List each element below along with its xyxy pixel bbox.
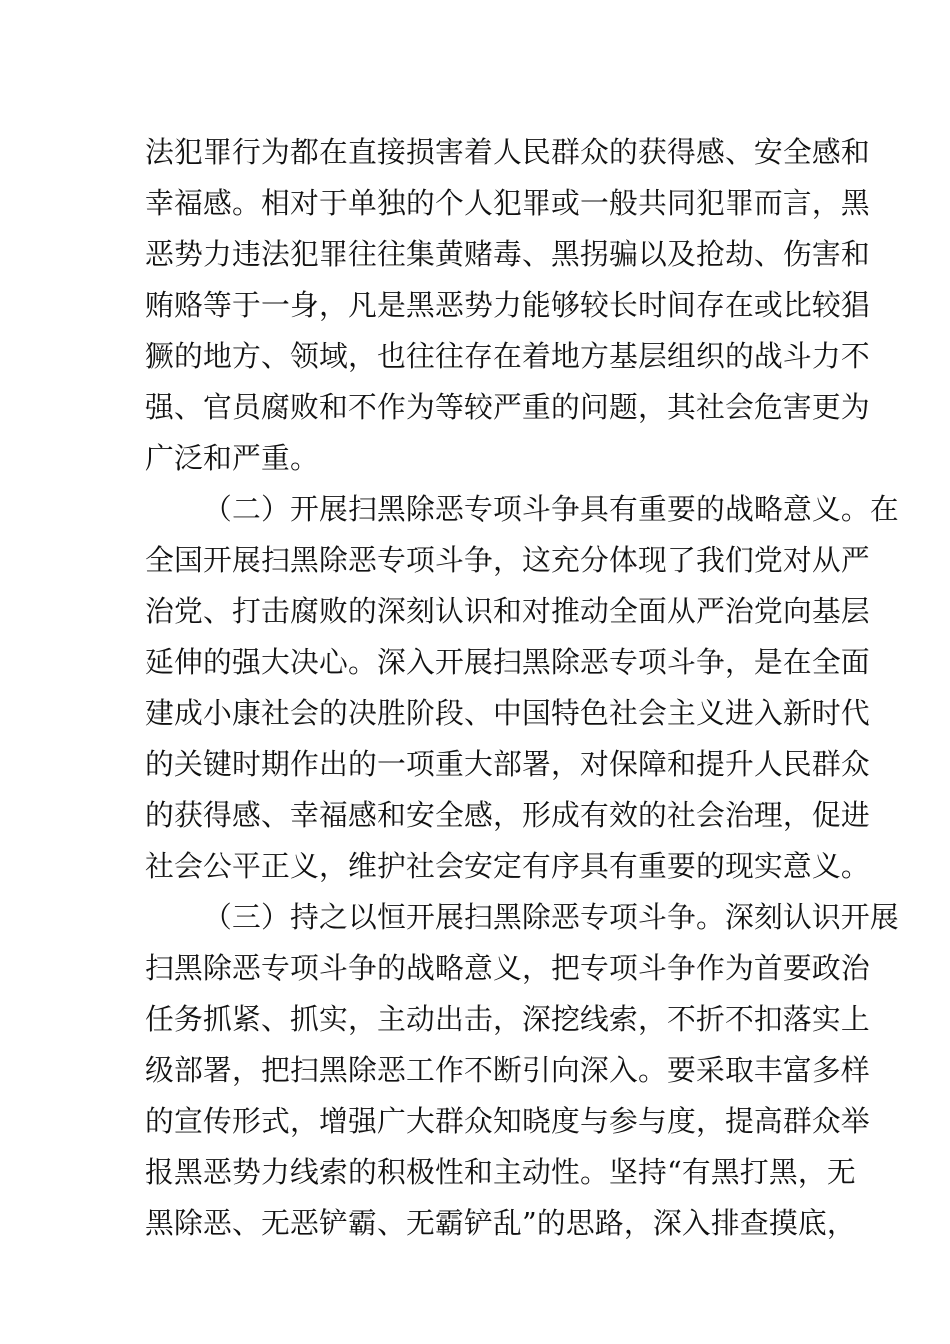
- text-line: 的关键时期作出的一项重大部署，对保障和提升人民群众: [145, 747, 870, 781]
- text-line: 报黑恶势力线索的积极性和主动性。坚持“有黑打黑，无: [145, 1155, 856, 1189]
- text-line: 法犯罪行为都在直接损害着人民群众的获得感、安全感和: [145, 135, 870, 169]
- text-line: 的宣传形式，增强广大群众知晓度与参与度，提高群众举: [145, 1104, 870, 1138]
- text-line: 扫黑除恶专项斗争的战略意义，把专项斗争作为首要政治: [145, 951, 870, 985]
- text-line: 全国开展扫黑除恶专项斗争，这充分体现了我们党对从严: [145, 543, 870, 577]
- text-line: （二）开展扫黑除恶专项斗争具有重要的战略意义。在: [203, 492, 899, 526]
- text-line: 广泛和严重。: [145, 441, 319, 475]
- text-line: 强、官员腐败和不作为等较严重的问题，其社会危害更为: [145, 390, 870, 424]
- text-line: 级部署，把扫黑除恶工作不断引向深入。要采取丰富多样: [145, 1053, 870, 1087]
- text-line: 贿赂等于一身，凡是黑恶势力能够较长时间存在或比较猖: [145, 288, 870, 322]
- text-line: 黑除恶、无恶铲霸、无霸铲乱”的思路，深入排查摸底，: [145, 1206, 856, 1240]
- text-line: 建成小康社会的决胜阶段、中国特色社会主义进入新时代: [145, 696, 870, 730]
- body-text: [145, 127, 899, 1249]
- text-line: 治党、打击腐败的深刻认识和对推动全面从严治党向基层: [145, 594, 870, 628]
- text-line: 幸福感。相对于单独的个人犯罪或一般共同犯罪而言，黑: [145, 186, 870, 220]
- text-line: 任务抓紧、抓实，主动出击，深挖线索，不折不扣落实上: [145, 1002, 870, 1036]
- text-line: 恶势力违法犯罪往往集黄赌毒、黑拐骗以及抢劫、伤害和: [145, 237, 870, 271]
- text-line: 的获得感、幸福感和安全感，形成有效的社会治理，促进: [145, 798, 870, 832]
- text-line: （三）持之以恒开展扫黑除恶专项斗争。深刻认识开展: [203, 900, 899, 934]
- text-line: 社会公平正义，维护社会安定有序具有重要的现实意义。: [145, 849, 870, 883]
- text-line: 獗的地方、领域，也往往存在着地方基层组织的战斗力不: [145, 339, 870, 373]
- text-line: 延伸的强大决心。深入开展扫黑除恶专项斗争，是在全面: [145, 645, 870, 679]
